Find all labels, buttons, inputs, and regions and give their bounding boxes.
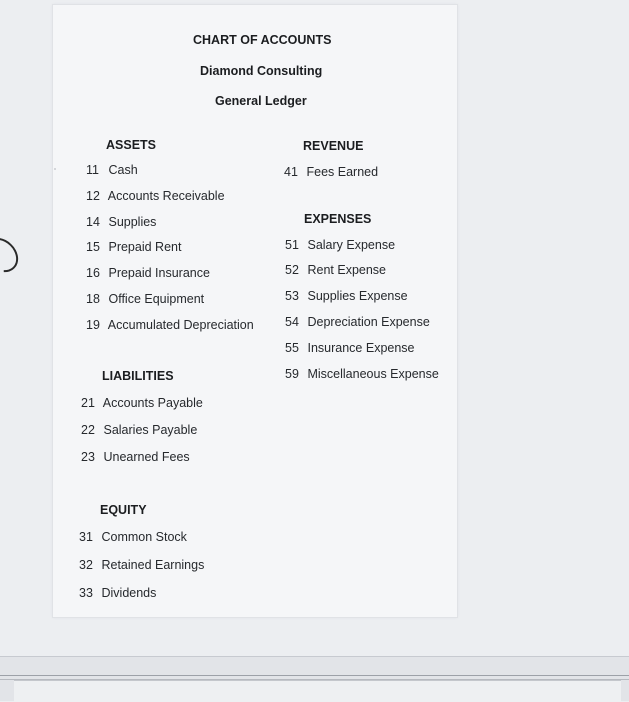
- account-row: [81, 450, 190, 464]
- revenue-heading: REVENUE: [303, 139, 364, 153]
- account-name: Prepaid Rent: [108, 240, 182, 254]
- account-row: [81, 396, 203, 410]
- account-number: 16: [86, 266, 100, 280]
- account-number: 19: [86, 318, 100, 332]
- account-number: 54: [285, 315, 299, 329]
- account-row: [79, 586, 156, 600]
- account-row: [285, 315, 430, 329]
- account-name: Unearned Fees: [103, 450, 190, 464]
- account-number: 51: [285, 238, 299, 252]
- account-row: [86, 163, 138, 177]
- account-row: [86, 318, 254, 332]
- account-number: 32: [79, 558, 93, 572]
- assets-heading: ASSETS: [106, 138, 157, 152]
- account-name: Salaries Payable: [103, 423, 198, 437]
- account-row: [86, 215, 156, 229]
- expenses-heading: EXPENSES: [304, 212, 372, 226]
- account-name: Rent Expense: [307, 263, 387, 277]
- account-row: [285, 367, 439, 381]
- account-name: Cash: [108, 163, 138, 177]
- account-number: 55: [285, 341, 299, 355]
- account-name: Accumulated Depreciation: [107, 318, 254, 332]
- account-row: [79, 558, 204, 572]
- account-number: 41: [284, 165, 298, 179]
- account-name: Dividends: [101, 586, 157, 600]
- ledger-name: General Ledger: [215, 94, 307, 108]
- account-name: Accounts Payable: [102, 396, 203, 410]
- account-number: 14: [86, 215, 100, 229]
- account-name: Salary Expense: [307, 238, 396, 252]
- account-number: 53: [285, 289, 299, 303]
- account-name: Fees Earned: [306, 165, 379, 179]
- account-number: 59: [285, 367, 299, 381]
- account-number: 18: [86, 292, 100, 306]
- bottom-scroll-bar: [0, 656, 629, 701]
- account-number: 22: [81, 423, 95, 437]
- equity-heading: EQUITY: [100, 503, 147, 517]
- account-number: 12: [86, 189, 100, 203]
- account-name: Insurance Expense: [307, 341, 415, 355]
- binder-edge-mark: [0, 231, 25, 279]
- stray-dot: [54, 168, 56, 170]
- account-row: [86, 292, 204, 306]
- account-name: Retained Earnings: [101, 558, 205, 572]
- liabilities-heading: LIABILITIES: [102, 369, 174, 383]
- account-name: Supplies Expense: [307, 289, 408, 303]
- account-row: [285, 263, 386, 277]
- account-name: Accounts Receivable: [107, 189, 225, 203]
- divider: [0, 675, 629, 676]
- account-number: 15: [86, 240, 100, 254]
- account-number: 33: [79, 586, 93, 600]
- scrollbar-track[interactable]: [14, 680, 621, 702]
- account-name: Miscellaneous Expense: [307, 367, 439, 381]
- account-number: 21: [81, 396, 95, 410]
- account-row: [86, 240, 181, 254]
- account-row: [86, 266, 210, 280]
- account-row: [285, 289, 408, 303]
- account-row: [81, 423, 197, 437]
- account-number: 52: [285, 263, 299, 277]
- page-title: CHART OF ACCOUNTS: [193, 33, 332, 47]
- account-name: Supplies: [108, 215, 157, 229]
- account-row: [86, 189, 225, 203]
- company-name: Diamond Consulting: [200, 64, 323, 78]
- account-number: 11: [86, 163, 99, 177]
- account-row: [285, 238, 395, 252]
- account-row: [284, 165, 378, 179]
- account-name: Common Stock: [101, 530, 187, 544]
- account-row: [79, 530, 187, 544]
- account-row: [285, 341, 415, 355]
- account-name: Depreciation Expense: [307, 315, 430, 329]
- account-number: 23: [81, 450, 95, 464]
- account-name: Prepaid Insurance: [108, 266, 210, 280]
- account-name: Office Equipment: [108, 292, 205, 306]
- account-number: 31: [79, 530, 93, 544]
